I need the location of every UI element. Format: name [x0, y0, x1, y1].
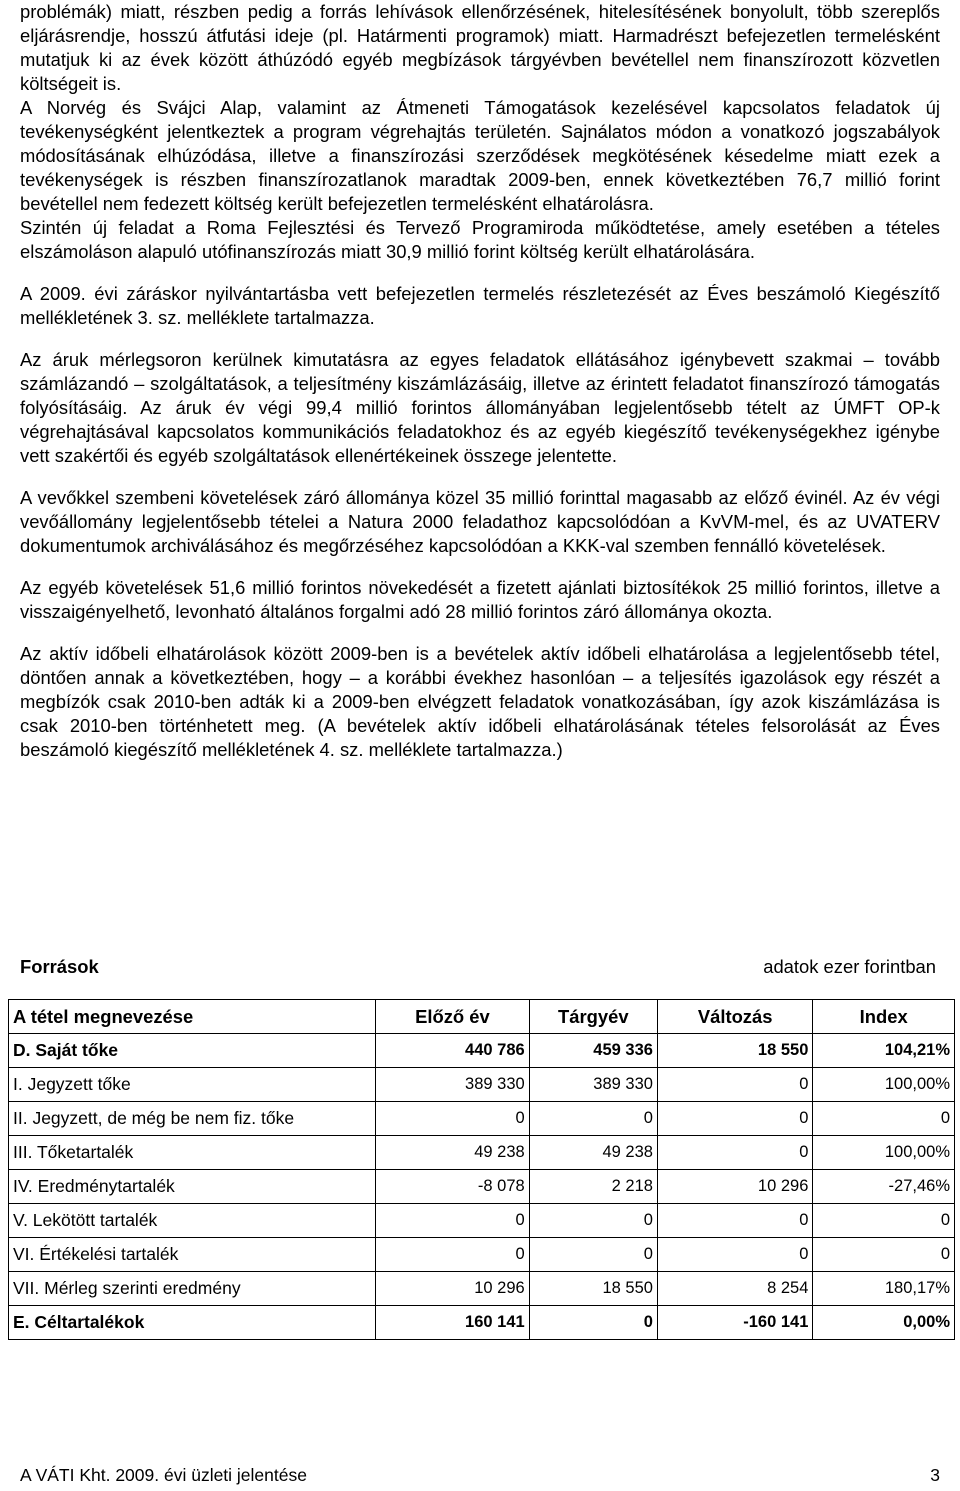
row-prev: 0	[376, 1102, 530, 1136]
table-row	[9, 1034, 955, 1068]
paragraph-5: Az áruk mérlegsoron kerülnek kimutatásra az egyes feladatok ellátásához igénybevett szakmai – tovább számlázandó – szolgáltatások, a teljesítmény kiszámlázásáig, illetve az érintett feladatot finanszírozó támogatás folyósításáig. Az áruk év végi 99,4 millió forintos állományában legjelentősebb tételt az ÚMFT OP-k végrehajtásával kapcsolatos kommunikációs feladatokhoz és az egyéb kiegészítő tevékenységekhez igénybe vett szakértői és egyéb szolgáltatások ellenértékeinek összege jelentette.	[20, 349, 940, 466]
document-body	[20, 0, 940, 762]
row-index: 0	[813, 1238, 955, 1272]
row-prev: 440 786	[376, 1034, 530, 1068]
paragraph-6: A vevőkkel szembeni követelések záró állománya közel 35 millió forinttal magasabb az előző évinél. Az év végi vevőállomány legjelentősebb tételei a Natura 2000 feladathoz kapcsolódóan a KvVM-mel, és az UVATERV dokumentumok archiválásához és megőrzéséhez kapcsolódóan a KKK-val szemben fennálló követelések.	[20, 487, 940, 556]
row-name: II. Jegyzett, de még be nem fiz. tőke	[9, 1102, 376, 1136]
row-curr: 49 238	[529, 1136, 657, 1170]
row-name: III. Tőketartalék	[9, 1136, 376, 1170]
row-name: V. Lekötött tartalék	[9, 1204, 376, 1238]
row-name: VII. Mérleg szerinti eredmény	[9, 1272, 376, 1306]
row-prev: 0	[376, 1238, 530, 1272]
paragraph-7: Az egyéb követelések 51,6 millió forintos növekedését a fizetett ajánlati biztosítékok 25 millió forintos, illetve a visszaigényelhető, levonható általános forgalmi adó 28 millió forintos záró állománya okozta.	[20, 577, 940, 622]
row-curr: 389 330	[529, 1068, 657, 1102]
row-index: 0,00%	[813, 1306, 955, 1340]
table-title: Források	[20, 956, 99, 977]
row-index: 0	[813, 1102, 955, 1136]
table-row	[9, 1238, 955, 1272]
footer-title: A VÁTI Kht. 2009. évi üzleti jelentése	[20, 1465, 307, 1485]
row-name: E. Céltartalékok	[9, 1306, 376, 1340]
row-name: I. Jegyzett tőke	[9, 1068, 376, 1102]
paragraph-8: Az aktív időbeli elhatárolások között 2009-ben is a bevételek aktív időbeli elhatárolása a legjelentősebb tétel, döntően annak a következtében, hogy – a korábbi évekhez hasonlóan – a teljesítés igazolások egy részét a megbízók csak 2010-ben adták ki a 2009-ben elvégzett feladatok vonatkozásában, így azok kiszámlázása is csak 2010-ben történhetett meg. (A bevételek aktív időbeli elhatárolásának tételes felsorolását az Éves beszámoló kiegészítő mellékletének 4. sz. melléklete tartalmazza.)	[20, 643, 940, 760]
row-prev: 0	[376, 1204, 530, 1238]
row-change: 0	[657, 1204, 812, 1238]
row-index: -27,46%	[813, 1170, 955, 1204]
header-curr: Tárgyév	[529, 1000, 657, 1034]
row-curr: 0	[529, 1238, 657, 1272]
row-prev: 389 330	[376, 1068, 530, 1102]
paragraph-2: A Norvég és Svájci Alap, valamint az Átmeneti Támogatások kezelésével kapcsolatos feladatok új tevékenységként jelentkeztek a program végrehajtás területén. Sajnálatos módon a vonatkozó jogszabályok módosításának elhúzódása, illetve a finanszírozási szerződések megkötésének késedelme miatt ezek a tevékenységek is részben finanszírozatlanok maradtak 2009-ben, ennek következtében 76,7 millió forint bevétellel nem fedezett költség került befejezetlen termelésként elhatárolásra.	[20, 97, 940, 214]
table-row	[9, 1170, 955, 1204]
row-change: 10 296	[657, 1170, 812, 1204]
row-change: 0	[657, 1238, 812, 1272]
row-prev: -8 078	[376, 1170, 530, 1204]
row-index: 104,21%	[813, 1034, 955, 1068]
row-index: 100,00%	[813, 1068, 955, 1102]
row-prev: 160 141	[376, 1306, 530, 1340]
row-prev: 10 296	[376, 1272, 530, 1306]
row-curr: 2 218	[529, 1170, 657, 1204]
row-name: D. Saját tőke	[9, 1034, 376, 1068]
row-change: 0	[657, 1136, 812, 1170]
header-prev: Előző év	[376, 1000, 530, 1034]
row-curr: 0	[529, 1102, 657, 1136]
header-name: A tétel megnevezése	[9, 1000, 376, 1034]
table-row	[9, 1272, 955, 1306]
row-change: 8 254	[657, 1272, 812, 1306]
table-header-row	[9, 1000, 955, 1034]
table-title-row	[20, 956, 936, 982]
row-change: -160 141	[657, 1306, 812, 1340]
paragraph-1: problémák) miatt, részben pedig a forrás lehívások ellenőrzésének, hitelesítésének bonyolult, több szereplős eljárásrendje, hosszú átfutási ideje (pl. Határmenti programok) miatt. Harmadrészt befejezetlen termelésként mutatjuk ki az évek között áthúzódó egyéb megbízások tárgyévben bevétellel nem finanszírozott közvetlen költségeit is.	[20, 1, 940, 94]
row-curr: 459 336	[529, 1034, 657, 1068]
row-change: 0	[657, 1068, 812, 1102]
row-prev: 49 238	[376, 1136, 530, 1170]
page-number: 3	[930, 1465, 940, 1485]
row-change: 0	[657, 1102, 812, 1136]
table-row	[9, 1068, 955, 1102]
row-index: 100,00%	[813, 1136, 955, 1170]
row-curr: 0	[529, 1306, 657, 1340]
table-row	[9, 1306, 955, 1340]
table-row	[9, 1204, 955, 1238]
row-index: 0	[813, 1204, 955, 1238]
row-change: 18 550	[657, 1034, 812, 1068]
row-name: VI. Értékelési tartalék	[9, 1238, 376, 1272]
row-curr: 0	[529, 1204, 657, 1238]
paragraph-4: A 2009. évi záráskor nyilvántartásba vett befejezetlen termelés részletezését az Éves beszámoló Kiegészítő mellékletének 3. sz. melléklete tartalmazza.	[20, 283, 940, 328]
row-index: 180,17%	[813, 1272, 955, 1306]
sources-table	[8, 999, 955, 1340]
unit-note: adatok ezer forintban	[763, 956, 936, 977]
row-name: IV. Eredménytartalék	[9, 1170, 376, 1204]
table-row	[9, 1136, 955, 1170]
header-index: Index	[813, 1000, 955, 1034]
header-change: Változás	[657, 1000, 812, 1034]
row-curr: 18 550	[529, 1272, 657, 1306]
paragraph-3: Szintén új feladat a Roma Fejlesztési és Tervező Programiroda működtetése, amely esetében a tételes elszámoláson alapuló utófinanszírozás miatt 30,9 millió forint költség került elhatárolására.	[20, 217, 940, 262]
table-row	[9, 1102, 955, 1136]
